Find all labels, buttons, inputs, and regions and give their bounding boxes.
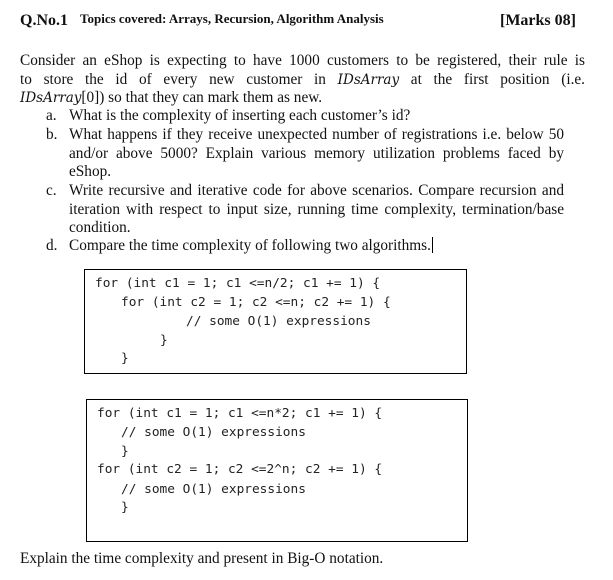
text-cursor	[432, 237, 433, 253]
variable-idsarray: IDsArray	[337, 72, 400, 88]
question-number: Q.No.1	[20, 12, 68, 29]
item-d-text	[69, 237, 433, 255]
item-d-marker: d.	[46, 237, 58, 254]
item-c-text: condition.	[69, 219, 131, 236]
marks: [Marks 08]	[500, 12, 576, 29]
variable-idsarray: IDsArray	[20, 90, 82, 106]
item-b-text: What happens if they receive unexpected number of registrations i.e. below 50	[69, 126, 564, 143]
intro-text: at the first position (i.e.	[410, 71, 586, 88]
intro-line-3	[20, 89, 322, 107]
intro-line-1: Consider an eShop is expecting to have 1000 customers to be registered, their rule is	[20, 52, 585, 69]
item-c-text: Write recursive and iterative code for above scenarios. Compare recursion and	[69, 182, 564, 199]
item-a-text: What is the complexity of inserting each customer’s id?	[69, 107, 411, 124]
code-line: for (int c2 = 1; c2 <=2^n; c2 += 1) {	[97, 462, 383, 477]
intro-text: [0]) so that they can mark them as new.	[81, 89, 323, 106]
code-line: for (int c2 = 1; c2 <=n; c2 += 1) {	[121, 295, 391, 310]
code-box-2	[86, 399, 468, 542]
code-line: for (int c1 = 1; c1 <=n/2; c1 += 1) {	[95, 276, 381, 291]
code-line: // some O(1) expressions	[121, 482, 306, 497]
code-line: // some O(1) expressions	[121, 425, 306, 440]
topics-covered: Topics covered: Arrays, Recursion, Algorithm Analysis	[80, 11, 384, 26]
intro-text: to store the id of every new customer in	[20, 71, 326, 88]
intro-line-2	[20, 71, 585, 89]
code-line: for (int c1 = 1; c1 <=n*2; c1 += 1) {	[97, 406, 383, 421]
footer-instruction: Explain the time complexity and present in Big-O notation.	[20, 550, 384, 567]
item-b-text: and/or above 5000? Explain various memory utilization problems faced by	[69, 145, 564, 162]
item-b-text: eShop.	[69, 163, 112, 180]
item-d-label: Compare the time complexity of following two algorithms.	[69, 237, 431, 254]
item-c-text: iteration with respect to input size, running time complexity, termination/base	[69, 201, 564, 218]
item-a-marker: a.	[46, 107, 57, 124]
item-b-marker: b.	[46, 126, 58, 143]
code-box-1	[84, 269, 467, 374]
code-line: }	[121, 351, 129, 366]
code-line: }	[160, 333, 168, 348]
code-line: }	[121, 500, 129, 515]
code-line: // some O(1) expressions	[186, 314, 371, 329]
code-line: }	[121, 444, 129, 459]
item-c-marker: c.	[46, 182, 57, 199]
